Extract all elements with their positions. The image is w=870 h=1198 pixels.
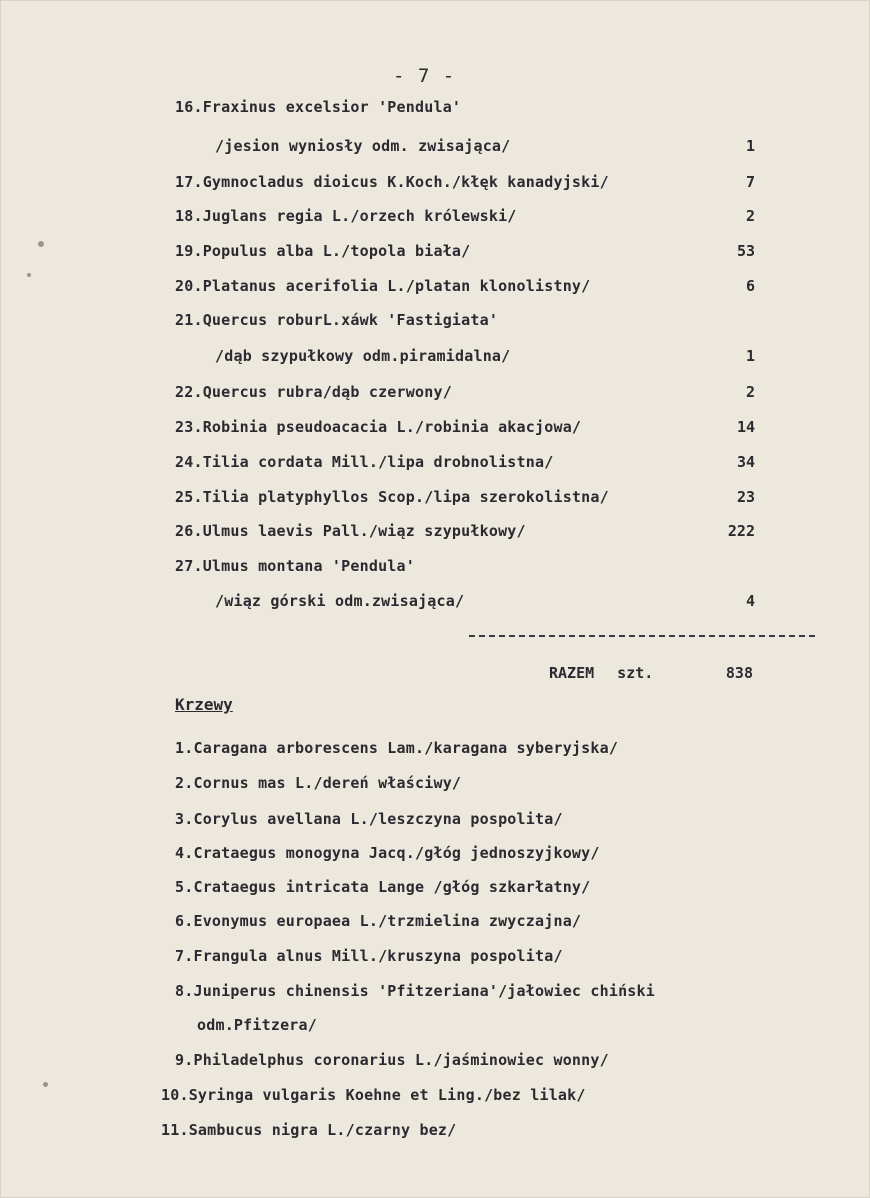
tree-quantity: 2 xyxy=(745,383,755,401)
tree-quantity: 53 xyxy=(736,242,755,260)
tree-quantity: 7 xyxy=(745,173,755,191)
shrub-line: 5.Crataegus intricata Lange /głóg szkarłatny/ xyxy=(175,878,591,896)
shrub-line: 10.Syringa vulgaris Koehne et Ling./bez lilak/ xyxy=(161,1086,586,1104)
tree-line: /wiąz górski odm.zwisająca/ xyxy=(215,592,465,610)
tree-line: 18.Juglans regia L./orzech królewski/ xyxy=(175,207,517,225)
tree-line: 23.Robinia pseudoacacia L./robinia akacjowa/ xyxy=(175,418,582,436)
tree-line: 25.Tilia platyphyllos Scop./lipa szerokolistna/ xyxy=(175,488,609,506)
shrub-line: 4.Crataegus monogyna Jacq./głóg jednoszyjkowy/ xyxy=(175,844,600,862)
shrub-line: 3.Corylus avellana L./leszczyna pospolita/ xyxy=(175,810,563,828)
tree-line: 20.Platanus acerifolia L./platan klonolistny/ xyxy=(175,277,591,295)
shrub-line: 9.Philadelphus coronarius L./jaśminowiec wonny/ xyxy=(175,1051,609,1069)
shrub-line: odm.Pfitzera/ xyxy=(197,1016,317,1034)
tree-line: 27.Ulmus montana 'Pendula' xyxy=(175,557,415,575)
tree-line: 19.Populus alba L./topola biała/ xyxy=(175,242,471,260)
tree-line: 16.Fraxinus excelsior 'Pendula' xyxy=(175,98,462,116)
tree-quantity: 2 xyxy=(745,207,755,225)
tree-quantity: 23 xyxy=(736,488,755,506)
shrub-line: 2.Cornus mas L./dereń właściwy/ xyxy=(175,774,462,792)
tree-line: 22.Quercus rubra/dąb czerwony/ xyxy=(175,383,452,401)
tree-line: 21.Quercus roburL.xáwk 'Fastigiata' xyxy=(175,311,499,329)
tree-line: 26.Ulmus laevis Pall./wiąz szypułkowy/ xyxy=(175,522,526,540)
shrub-line: 6.Evonymus europaea L./trzmielina zwyczajna/ xyxy=(175,912,582,930)
tree-line: 17.Gymnocladus dioicus K.Koch./kłęk kanadyjski/ xyxy=(175,173,609,191)
punch-mark xyxy=(43,1082,48,1087)
total-divider xyxy=(469,635,815,637)
tree-line: /jesion wyniosły odm. zwisająca/ xyxy=(215,137,511,155)
tree-quantity: 34 xyxy=(736,453,755,471)
section-heading-shrubs: Krzewy xyxy=(175,695,233,714)
tree-quantity: 6 xyxy=(745,277,755,295)
page-number: - 7 - xyxy=(393,65,456,87)
tree-quantity: 4 xyxy=(745,592,755,610)
tree-line: 24.Tilia cordata Mill./lipa drobnolistna/ xyxy=(175,453,554,471)
punch-mark xyxy=(38,241,44,247)
punch-mark xyxy=(27,273,31,277)
total-label: RAZEM szt. xyxy=(549,664,654,682)
shrub-line: 7.Frangula alnus Mill./kruszyna pospolita/ xyxy=(175,947,563,965)
shrub-line: 8.Juniperus chinensis 'Pfitzeriana'/jałowiec chiński xyxy=(175,982,655,1000)
tree-quantity: 1 xyxy=(745,137,755,155)
shrub-line: 1.Caragana arborescens Lam./karagana syberyjska/ xyxy=(175,739,619,757)
tree-quantity: 222 xyxy=(727,522,755,540)
tree-quantity: 14 xyxy=(736,418,755,436)
shrub-line: 11.Sambucus nigra L./czarny bez/ xyxy=(161,1121,457,1139)
tree-quantity: 1 xyxy=(745,347,755,365)
total-quantity: 838 xyxy=(725,664,753,682)
tree-line: /dąb szypułkowy odm.piramidalna/ xyxy=(215,347,511,365)
